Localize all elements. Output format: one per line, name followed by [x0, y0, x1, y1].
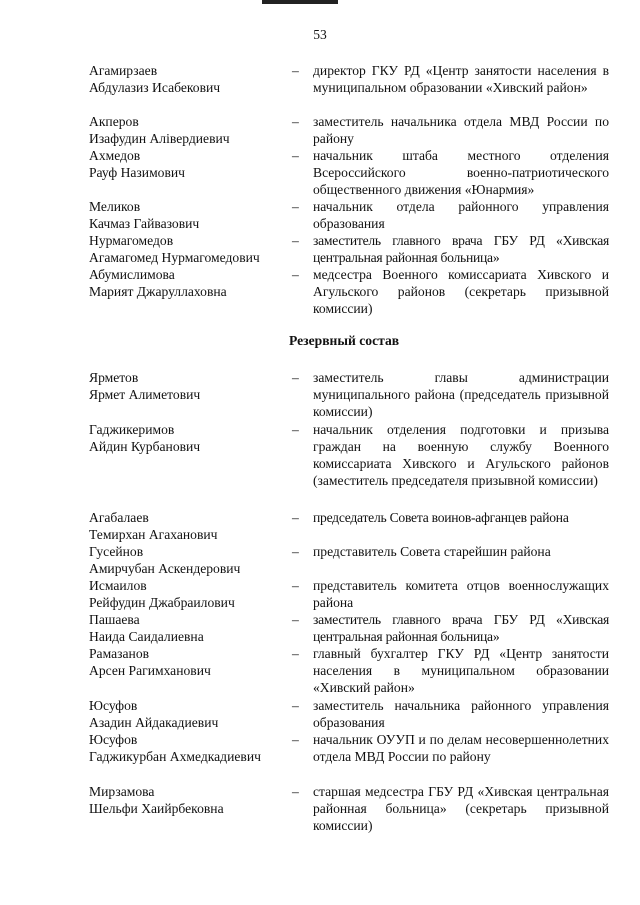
member-given-names: Гаджикурбан Ахмедкадиевич [89, 748, 261, 764]
member-role: заместитель начальника районного управления образования [313, 698, 609, 730]
dash: – [292, 732, 299, 747]
member-name [89, 370, 279, 404]
member-surname: Рамазанов [89, 646, 150, 661]
member-role: заместитель главы администрации муниципального района (председатель призывной комиссии) [313, 370, 609, 419]
member-name [89, 422, 279, 456]
member-role: начальник штаба местного отделения Всероссийского военно-патриотического общественного движения «Юнармия» [313, 148, 609, 197]
member-surname: Пашаева [89, 612, 140, 627]
member-surname: Агабалаев [89, 510, 149, 525]
dash: – [292, 114, 299, 129]
dash: – [292, 578, 299, 593]
dash: – [292, 612, 299, 627]
member-surname: Акперов [89, 114, 139, 129]
member-given-names: Рауф Назимович [89, 164, 185, 180]
member-given-names: Качмаз Гайвазович [89, 215, 200, 231]
member-given-names: Изафудин Алівердиевич [89, 130, 230, 146]
member-name [89, 510, 279, 544]
dash: – [292, 267, 299, 282]
member-name [89, 612, 279, 646]
member-given-names: Шельфи Хаийрбековна [89, 800, 224, 816]
member-surname: Гусейнов [89, 544, 144, 559]
member-surname: Исмаилов [89, 578, 147, 593]
member-role: главный бухгалтер ГКУ РД «Центр занятости населения в муниципальном образовании «Хивский район» [313, 646, 609, 695]
member-surname: Нурмагомедов [89, 233, 174, 248]
member-given-names: Темирхан Агаханович [89, 526, 218, 542]
member-role: старшая медсестра ГБУ РД «Хивская центральная районная больница» (секретарь призывной комиссии) [313, 784, 609, 833]
dash: – [292, 63, 299, 78]
member-name [89, 63, 279, 97]
member-role: директор ГКУ РД «Центр занятости населения в муниципальном образовании «Хивский район» [313, 63, 609, 95]
member-name [89, 114, 279, 148]
member-role: заместитель начальника отдела МВД России по району [313, 114, 609, 146]
member-role: начальник отделения подготовки и призыва граждан на военную службу Военного комиссариата Хивского и Агульского районов (заместитель председателя призывной комиссии) [313, 422, 609, 488]
dash: – [292, 646, 299, 661]
dash: – [292, 422, 299, 437]
member-given-names: Абдулазиз Исабекович [89, 79, 221, 95]
dash: – [292, 784, 299, 799]
dash: – [292, 510, 299, 525]
member-surname: Мирзамова [89, 784, 155, 799]
dash: – [292, 370, 299, 385]
member-given-names: Азадин Айдакадиевич [89, 714, 219, 730]
member-name [89, 732, 279, 766]
member-given-names: Рейфудин Джабраилович [89, 594, 235, 610]
member-name [89, 233, 279, 267]
member-role: заместитель главного врача ГБУ РД «Хивская центральная районная больница» [313, 233, 609, 265]
member-surname: Гаджикеримов [89, 422, 175, 437]
member-name [89, 148, 279, 182]
member-surname: Юсуфов [89, 698, 138, 713]
member-name [89, 578, 279, 612]
member-role: начальник отдела районного управления образования [313, 199, 609, 231]
dash: – [292, 233, 299, 248]
member-given-names: Наида Саидалиевна [89, 628, 204, 644]
member-surname: Агамирзаев [89, 63, 158, 78]
member-role: начальник ОУУП и по делам несовершеннолетних отдела МВД России по району [313, 732, 609, 764]
member-role: медсестра Военного комиссариата Хивского и Агульского районов (секретарь призывной комиссии) [313, 267, 609, 316]
member-name [89, 544, 279, 578]
member-name [89, 698, 279, 732]
member-given-names: Айдин Курбанович [89, 438, 201, 454]
scan-edge-mark [262, 0, 338, 4]
section-title: Резервный состав [289, 333, 400, 348]
member-given-names: Агамагомед Нурмагомедович [89, 249, 260, 265]
member-given-names: Амирчубан Аскендерович [89, 560, 241, 576]
dash: – [292, 698, 299, 713]
member-surname: Ахмедов [89, 148, 141, 163]
member-name [89, 199, 279, 233]
member-surname: Меликов [89, 199, 141, 214]
member-name [89, 267, 279, 301]
member-surname: Абумислимова [89, 267, 175, 282]
member-role: заместитель главного врача ГБУ РД «Хивская центральная районная больница» [313, 612, 609, 644]
member-name [89, 784, 279, 818]
member-given-names: Марият Джаруллаховна [89, 283, 227, 299]
dash: – [292, 148, 299, 163]
member-surname: Юсуфов [89, 732, 138, 747]
member-given-names: Ярмет Алиметович [89, 386, 201, 402]
dash: – [292, 544, 299, 559]
page-number: 53 [313, 27, 327, 42]
member-given-names: Арсен Рагимханович [89, 662, 211, 678]
member-role: представитель комитета отцов военнослужащих района [313, 578, 609, 610]
member-role: председатель Совета воинов-афганцев района [313, 510, 569, 525]
member-role: представитель Совета старейшин района [313, 544, 551, 559]
dash: – [292, 199, 299, 214]
member-name [89, 646, 279, 680]
member-surname: Ярметов [89, 370, 139, 385]
